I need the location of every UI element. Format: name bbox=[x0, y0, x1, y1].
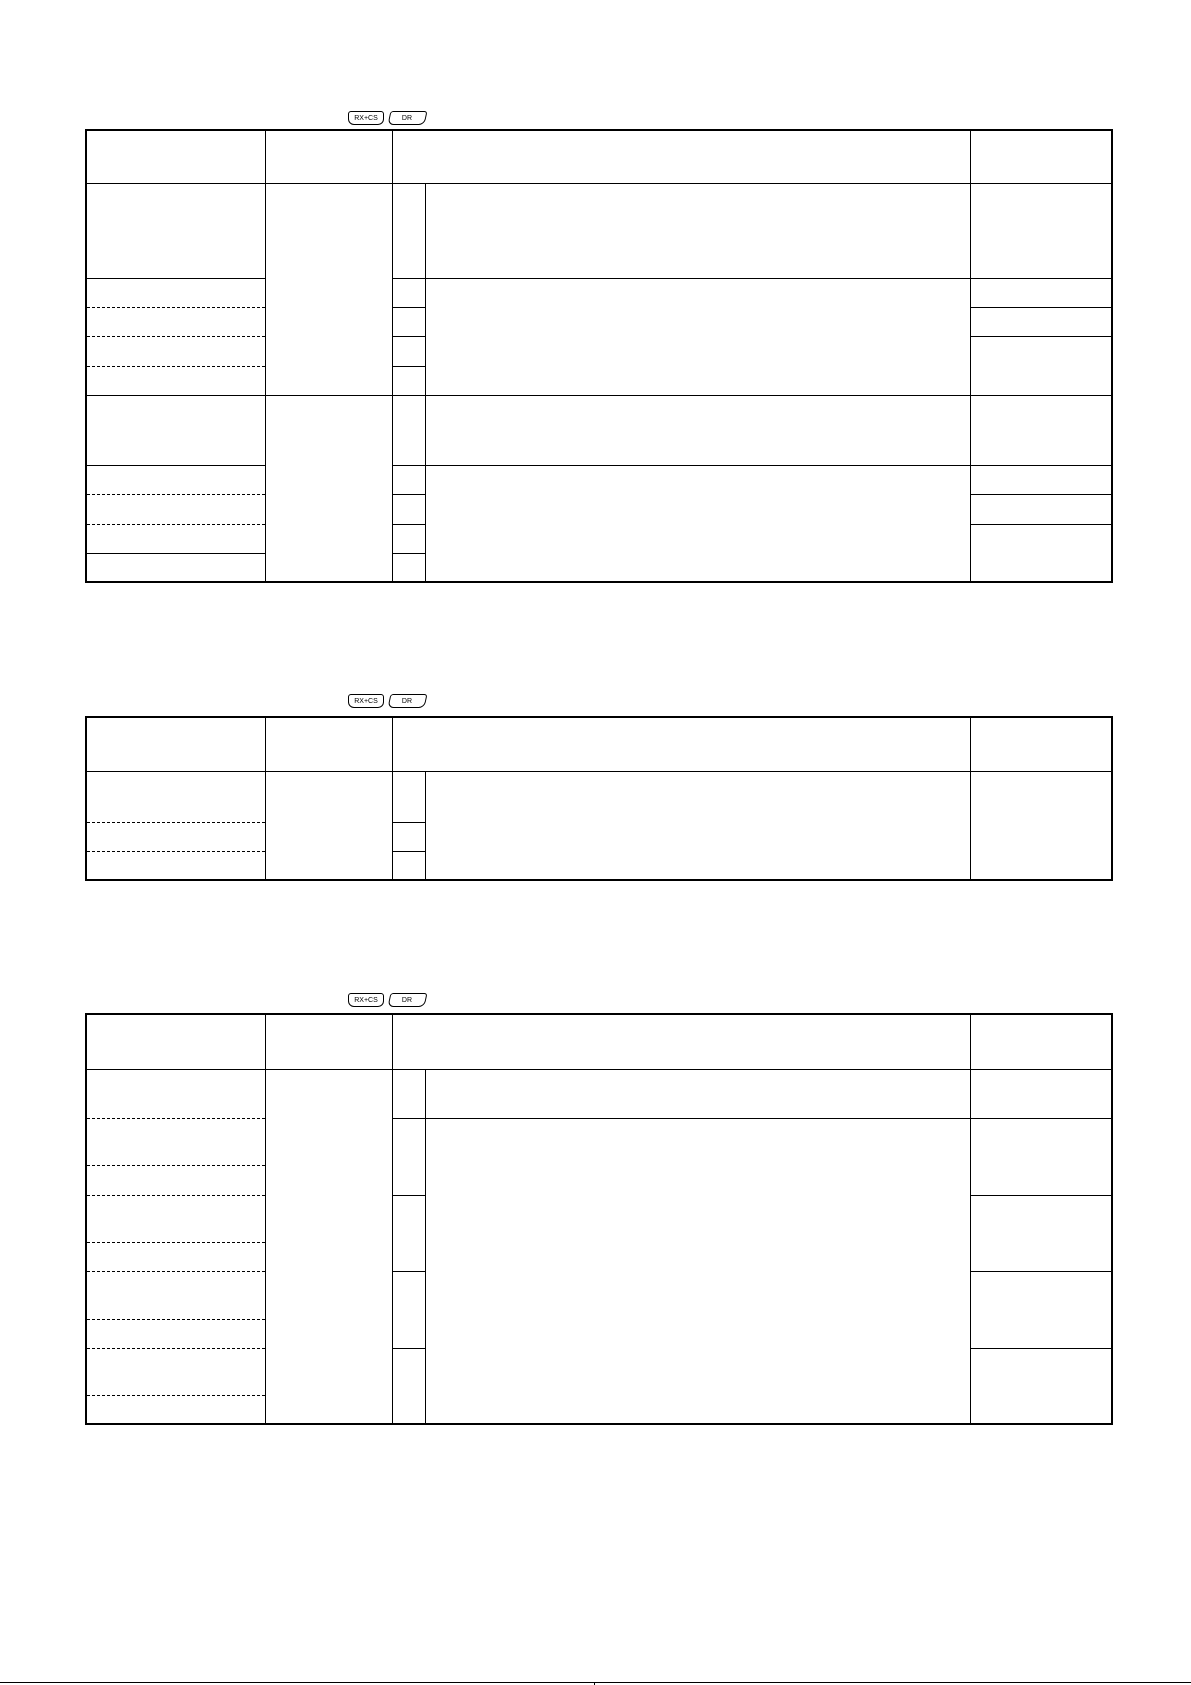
dr-key: DR bbox=[388, 111, 428, 125]
key-sequence bbox=[348, 993, 426, 1007]
rx-cs-key: RX+CS bbox=[348, 694, 384, 708]
rx-cs-key: RX+CS bbox=[348, 111, 384, 125]
dr-key: DR bbox=[388, 993, 428, 1007]
table-2 bbox=[85, 716, 1113, 881]
table-3 bbox=[85, 1013, 1113, 1425]
page-bottom-rule bbox=[0, 1682, 1191, 1683]
rx-cs-key: RX+CS bbox=[348, 993, 384, 1007]
table-1 bbox=[85, 129, 1113, 583]
key-sequence bbox=[348, 694, 426, 708]
key-sequence bbox=[348, 111, 426, 125]
dr-key: DR bbox=[388, 694, 428, 708]
